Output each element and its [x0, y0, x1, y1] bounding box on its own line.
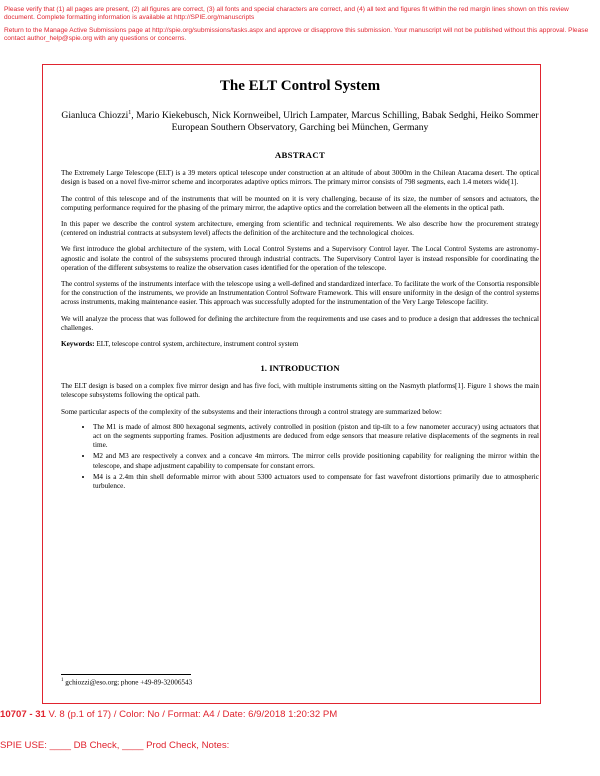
- intro-paragraph: The ELT design is based on a complex five mirror design and has five foci, with multiple instruments sitting on the Nasmyth platforms[1]. Figure 1 shows the main telescope subsystems following the optical path.: [61, 382, 539, 400]
- affiliation: European Southern Observatory, Garching bei München, Germany: [171, 122, 429, 134]
- section-heading-introduction: 1. INTRODUCTION: [260, 363, 340, 374]
- abstract-paragraph: The Extremely Large Telescope (ELT) is a 39 meters optical telescope under construction at an altitude of about 3000m in the Chilean Atacama desert. The optical design is based on a novel five-mirror scheme and incorporates adaptive optics mirrors. The primary mirror consists of 798 segments, each 1.4 meters wide[1].: [61, 169, 539, 187]
- review-notice: [4, 6, 594, 48]
- paper-id: 10707 - 31: [0, 709, 46, 720]
- paper-page: [61, 64, 539, 493]
- abstract-paragraph: We first introduce the global architecture of the system, with Local Control Systems and a Supervisory Control layer. The Local Control Systems are astronomy-agnostic and isolate the control of the subsystems procured through industrial contracts. The Supervisory Control layer is instead responsible for coordinating the operation of the different subsystems to realize the observation cases identified for the operation of the telescope.: [61, 245, 539, 272]
- footnote-divider: [61, 674, 191, 675]
- first-author: Gianluca Chiozzi: [61, 110, 129, 122]
- abstract-heading: ABSTRACT: [274, 150, 326, 161]
- notice-return-text: Return to the Manage Active Submissions page at http://spie.org/submissions/tasks.aspx and approve or disapprove this submission. Your manuscript will not be published without this approval. Please contact author_help@spie.org with any questions or concerns.: [4, 26, 589, 43]
- abstract-paragraph: The control systems of the instruments interface with the telescope using a well-defined and standardized interface. To facilitate the work of the Consortia responsible for the construction of the instruments, we provide an Instrumentation Control Software Framework. This will ensure uniformity in the design of the control systems across instruments, making maintenance easier. This approach was successfully adopted for the instrumentation of the Very Large Telescope facility.: [61, 280, 539, 307]
- aspects-list: [61, 423, 539, 491]
- footnote: [61, 678, 192, 686]
- footnote-mark: 1: [128, 110, 132, 116]
- submission-meta: [0, 709, 600, 720]
- footnote-text: gchiozzi@eso.org; phone +49-89-32006543: [63, 678, 193, 687]
- notice-verify-text: Please verify that (1) all pages are present, (2) all figures are correct, (3) all fonts and special characters are correct, and (4) all text and figures fit within the red margin lines shown on this review document. Complete formatting information is available at http://SPIE.org/manuscripts: [4, 6, 569, 22]
- keywords-list: ELT, telescope control system, architecture, instrument control system: [94, 340, 299, 349]
- author-list: [61, 107, 539, 122]
- abstract-paragraph: The control of this telescope and of the instruments that will be mounted on it is very challenging, because of its size, the number of sensors and actuators, the computing performance required for the phasing of the primary mirror, the adaptive optics and the correlation between all the elements in the optical path.: [61, 194, 539, 212]
- spie-use-line: SPIE USE: ____ DB Check, ____ Prod Check, Notes:: [0, 740, 230, 751]
- list-item: • M2 and M3 are respectively a convex and a concave 4m mirrors. The mirror cells provide positioning capability for realigning the mirror within the telescope, and shape adjustment capability to compensate for constant errors.: [93, 452, 539, 470]
- abstract-paragraph: We will analyze the process that was followed for defining the architecture from the requirements and use cases and to produce a design that addresses the technical challenges.: [61, 314, 539, 332]
- other-authors: , Mario Kiekebusch, Nick Kornweibel, Ulrich Lampater, Marcus Schilling, Babak Sedghi, Heiko Sommer: [131, 110, 539, 122]
- version-info: V. 8 (p.1 of 17) / Color: No / Format: A4 / Date: 6/9/2018 1:20:32 PM: [45, 709, 338, 720]
- list-item: • The M1 is made of almost 800 hexagonal segments, actively controlled in position (piston and tip-tilt to a few nanometer accuracy) using actuators that act on the segments supporting frames. Position adjustments are deduced from edge sensors that measure relative displacements of the segments in real time.: [93, 423, 539, 451]
- footnote-number: 1: [61, 678, 64, 683]
- list-item: • M4 is a 2.4m thin shell deformable mirror with about 5300 actuators used to compensate for fast wavefront distortions primarily due to atmospheric turbulence.: [93, 473, 539, 491]
- paper-title: The ELT Control System: [219, 78, 381, 94]
- abstract-paragraph: In this paper we describe the control system architecture, emerging from scientific and technical requirements. We also describe how the procurement strategy (centered on industrial contracts at subsystem level) affects the definition of the architecture and the technological choices.: [61, 220, 539, 238]
- keywords-label: Keywords:: [61, 340, 95, 349]
- intro-paragraph: Some particular aspects of the complexity of the subsystems and their interactions through a control strategy are summarized below:: [61, 407, 442, 416]
- keywords: [61, 340, 539, 349]
